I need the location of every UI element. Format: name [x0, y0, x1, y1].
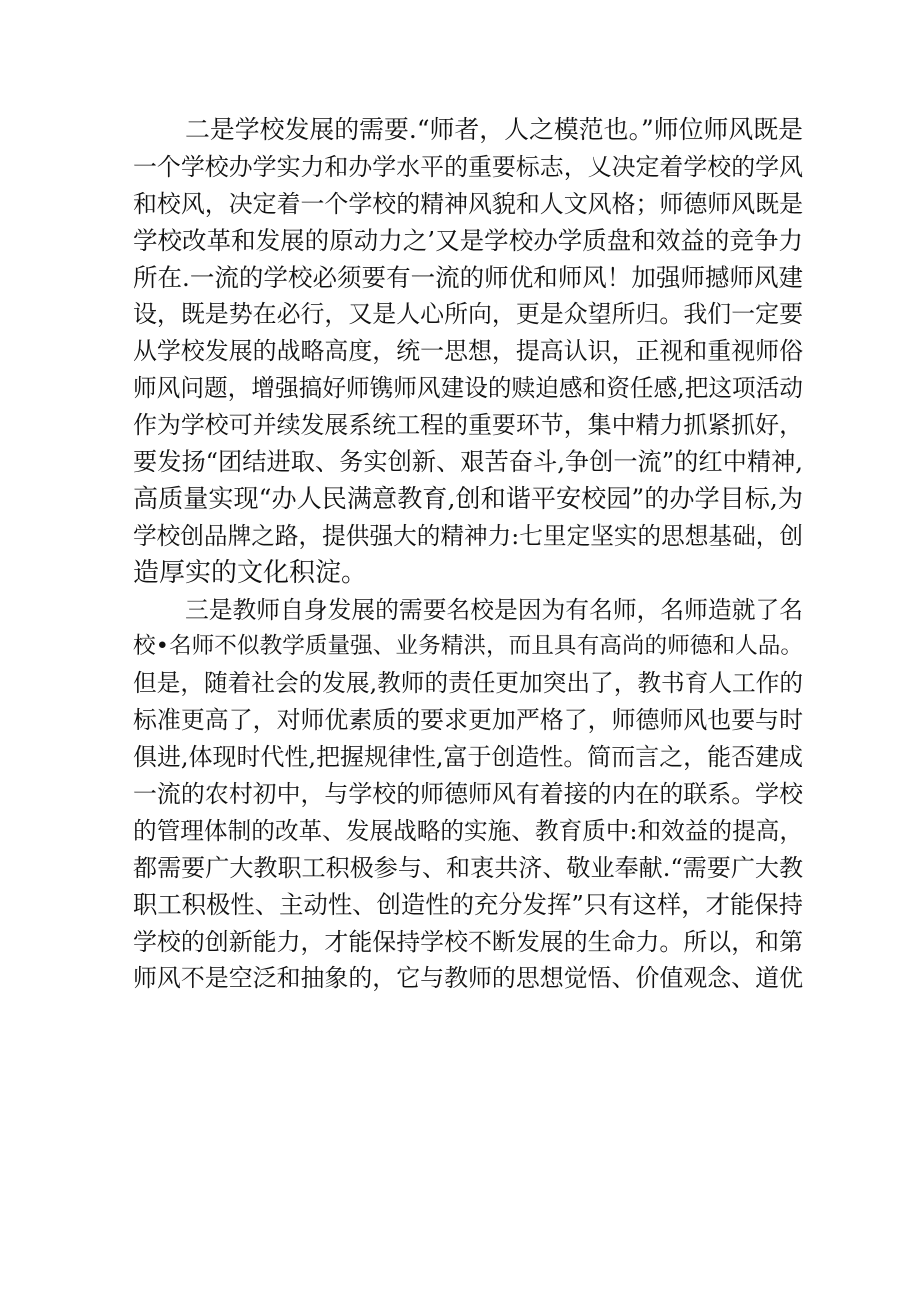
- paragraph-3: [133, 592, 803, 998]
- text-line: 二是学校发展的需要.“师者，人之模范也。”师位师风既是: [185, 115, 803, 144]
- text-line: 都需要广大教职工积极参与、和衷共济、敬业奉献.“需要广大教: [133, 853, 804, 882]
- text-line: 一流的农村初中，与学校的师德师风有着接的内在的联系。学校: [133, 780, 803, 809]
- paragraph-2: [133, 112, 803, 592]
- text-line: 学校改革和发展的原动力之’又是学校办学质盘和效益的竞争力: [133, 225, 803, 255]
- text-line: 三是教师自身发展的需要名校是因为有名师，名师造就了名: [185, 595, 803, 624]
- text-line: 一个学校办学实力和办学水平的重要标志，乂决定着学校的学风: [133, 152, 803, 181]
- text-line: 造厚实的文化积淀。: [133, 557, 368, 588]
- text-line: 要发扬“团结进取、务实创新、艰苦奋斗,争创一流”的红中精神,: [133, 448, 803, 477]
- text-line: 学校创品牌之路，提供强大的精神力:七里定坚实的思想基础，创: [133, 521, 803, 550]
- text-line: 师风不是空泛和抽象的，它与教师的思想觉悟、价值观念、道优: [133, 964, 803, 993]
- text-line: 标准更高了，对师优素质的要求更加严格了，师德师风也要与时: [133, 706, 803, 735]
- text-line: 从学校发展的战略高度，统一思想，提高认识，正视和重视师俗: [133, 337, 803, 366]
- text-line: 俱进,体现时代性,把握规律性,富于创造性。简而言之，能否建成: [133, 743, 804, 772]
- text-line: 的管理体制的改革、发展战略的实施、教育质中:和效益的提高，: [133, 816, 803, 845]
- text-line: 高质量实现“办人民满意教育,创和谐平安校园”的办学目标,为: [133, 483, 803, 513]
- text-line: 和校风，决定着一个学校的精神风貌和人文风格；师德师风既是: [133, 189, 803, 218]
- document-body: [133, 112, 803, 997]
- text-line: 作为学校可并续发展系统工程的重要环节，集中精力抓紧抓好，: [133, 411, 803, 440]
- text-line: 职工积极性、主动性、创造性的充分发挥”只有这样，才能保持: [133, 889, 803, 919]
- text-line: 但是，随着社会的发展,教师的责任更加突出了，教书育人工作的: [133, 669, 803, 698]
- text-line: 设，既是势在必行，又是人心所向，更是众望所归。我们一定要: [133, 300, 803, 329]
- text-line: 校•名师不似教学质量强、业务精洪，而且具有高尚的师德和人品。: [133, 633, 803, 660]
- text-line: 所在.一流的学校必须要有一流的师优和师风！加强师撼师风建: [133, 262, 803, 292]
- text-line: 师风问题，增强搞好师镌师风建设的赎迫感和资任感,把这项活动: [133, 374, 803, 403]
- text-line: 学校的创新能力，才能保持学校不断发展的生命力。所以，和第: [133, 927, 803, 956]
